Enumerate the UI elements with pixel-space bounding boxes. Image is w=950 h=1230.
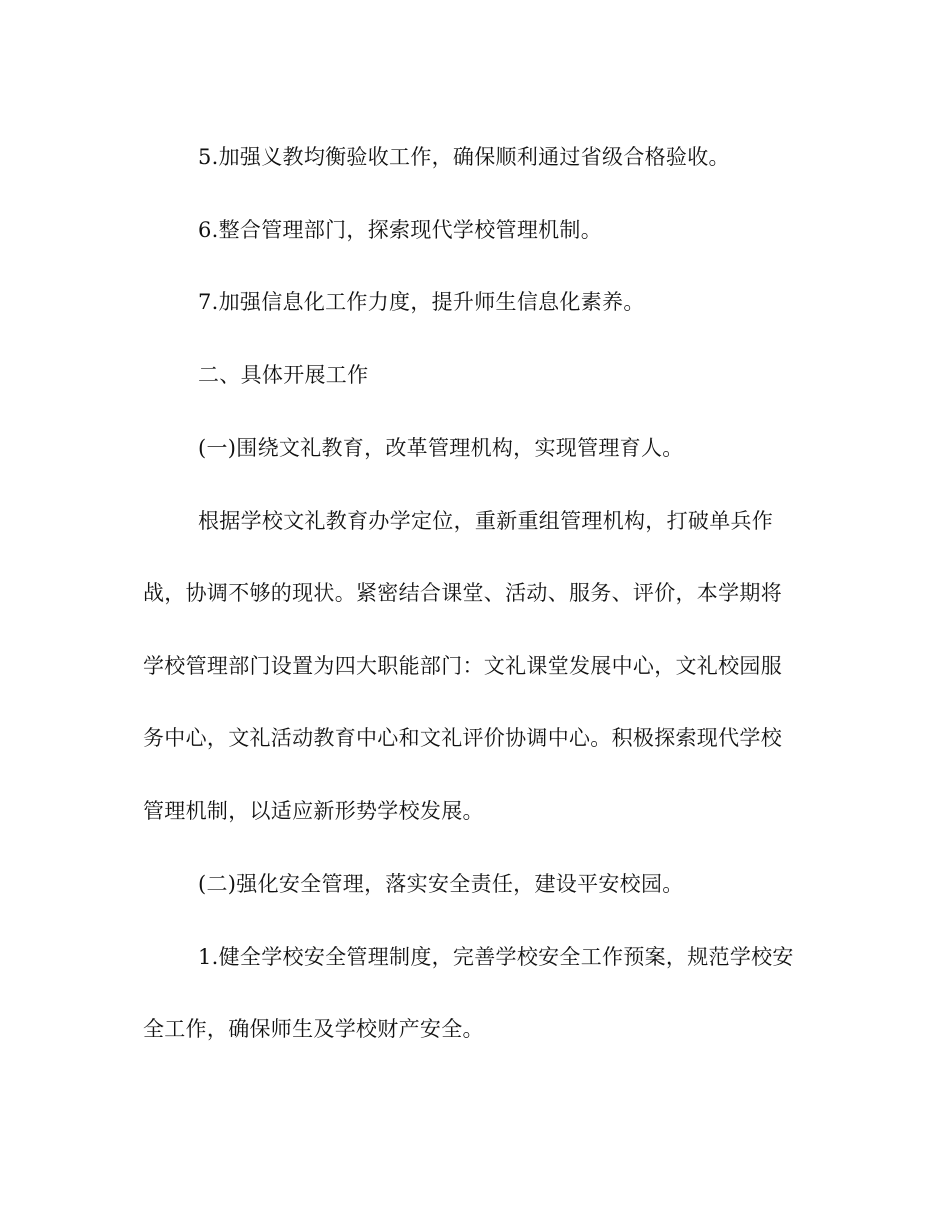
list-item-5: 5.加强义教均衡验收工作，确保顺利通过省级合格验收。 bbox=[198, 145, 730, 169]
paragraph-line: 1.健全学校安全管理制度，完善学校安全工作预案，规范学校安 bbox=[198, 945, 794, 969]
list-item-7: 7.加强信息化工作力度，提升师生信息化素养。 bbox=[198, 290, 645, 314]
subsection-heading-2: (二)强化安全管理，落实安全责任，建设平安校园。 bbox=[198, 872, 684, 896]
paragraph-line: 学校管理部门设置为四大职能部门：文礼课堂发展中心，文礼校园服 bbox=[143, 654, 782, 678]
paragraph-line: 全工作，确保师生及学校财产安全。 bbox=[143, 1017, 484, 1041]
paragraph-line: 管理机制，以适应新形势学校发展。 bbox=[143, 799, 484, 823]
subsection-heading-1: (一)围绕文礼教育，改革管理机构，实现管理育人。 bbox=[198, 436, 684, 460]
paragraph-line: 务中心，文礼活动教育中心和文礼评价协调中心。积极探索现代学校 bbox=[143, 726, 782, 750]
paragraph-line: 根据学校文礼教育办学定位，重新重组管理机构，打破单兵作 bbox=[198, 509, 774, 533]
list-item-6: 6.整合管理部门，探索现代学校管理机制。 bbox=[198, 218, 603, 242]
paragraph-line: 战，协调不够的现状。紧密结合课堂、活动、服务、评价，本学期将 bbox=[143, 581, 782, 605]
section-heading-2: 二、具体开展工作 bbox=[198, 363, 369, 387]
